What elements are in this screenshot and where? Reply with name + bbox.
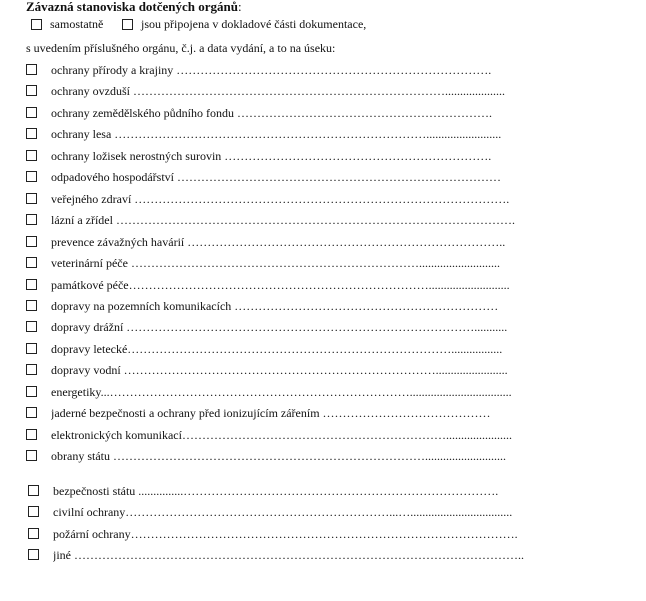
list-item <box>26 256 588 270</box>
item-label: veterinární péče ………………………………………………………………........................... <box>51 256 500 271</box>
item-label: bezpečnosti státu ...............……………………………………………………………………. <box>53 484 499 498</box>
item-checkbox[interactable] <box>26 85 37 96</box>
item-checkbox[interactable] <box>26 214 37 225</box>
page-title <box>26 0 242 14</box>
item-label: ochrany zemědělského půdního fondu ………………………………………………………. <box>51 105 492 120</box>
list-item <box>28 505 588 519</box>
item-checkbox[interactable] <box>26 193 37 204</box>
item-checkbox[interactable] <box>26 64 37 75</box>
list-item <box>26 363 588 377</box>
checkbox-samostatne[interactable] <box>31 19 42 30</box>
list-item <box>26 428 588 442</box>
item-checkbox[interactable] <box>26 257 37 268</box>
item-label: požární ochrany……………………………………………………………………………………. <box>53 526 518 541</box>
list-item <box>26 63 588 77</box>
item-checkbox[interactable] <box>26 107 37 118</box>
title-text: Závazná stanoviska dotčených orgánů <box>26 0 238 14</box>
item-label: prevence závažných havárií …………………………………………………………………….. <box>51 234 506 249</box>
checkbox-pripojena[interactable] <box>122 19 133 30</box>
item-checkbox[interactable] <box>26 279 37 290</box>
list-item <box>26 235 588 249</box>
item-label: ochrany ložisek nerostných surovin …………………………………………………………. <box>51 148 492 163</box>
item-checkbox[interactable] <box>26 236 37 247</box>
item-label: elektronických komunikací…………………………………………………………...................... <box>51 427 512 442</box>
list-item <box>26 106 588 120</box>
item-checkbox[interactable] <box>28 485 39 496</box>
item-label: jaderné bezpečnosti a ochrany před ionizujícím zářením …………………………………… <box>51 406 491 421</box>
item-label: obrany státu ……………………………………………………………………........................... <box>51 449 506 464</box>
list-item <box>26 127 588 141</box>
label-pripojena: jsou připojena v dokladové části dokumentace, <box>141 17 367 31</box>
item-checkbox[interactable] <box>28 528 39 539</box>
intro-text: s uvedením příslušného orgánu, č.j. a data vydání, a to na úseku: <box>26 41 336 55</box>
item-label: dopravy vodní ……………………………………………………………………........................ <box>51 363 508 378</box>
item-label: památkové péče…………………………………………………………………........................... <box>51 277 510 292</box>
item-label: dopravy na pozemních komunikacích ………………………………………………………… <box>51 298 499 313</box>
list-item <box>26 192 588 206</box>
item-checkbox[interactable] <box>26 128 37 139</box>
list-item <box>26 320 588 334</box>
list-item <box>28 484 588 498</box>
item-label: dopravy drážní ……………………………………………………………………………........... <box>51 320 508 335</box>
item-label: jiné ………………………………………………………………………………………………….. <box>53 547 524 562</box>
item-label: civilní ochrany…………………………………………………………...….................................. <box>53 505 513 520</box>
item-checkbox[interactable] <box>26 321 37 332</box>
item-checkbox[interactable] <box>26 343 37 354</box>
item-checkbox[interactable] <box>28 506 39 517</box>
list-item <box>26 213 588 227</box>
item-checkbox[interactable] <box>26 429 37 440</box>
list-item <box>26 406 588 420</box>
label-samostatne: samostatně <box>50 17 104 31</box>
item-checkbox[interactable] <box>26 450 37 461</box>
list-item <box>28 527 588 541</box>
item-label: odpadového hospodářství ……………………………………………………………………… <box>51 170 501 185</box>
item-label: veřejného zdraví …………………………………………………………………………………. <box>51 191 510 206</box>
list-item <box>26 84 588 98</box>
list-item <box>26 170 588 184</box>
item-checkbox[interactable] <box>28 549 39 560</box>
item-checkbox[interactable] <box>26 150 37 161</box>
item-checkbox[interactable] <box>26 407 37 418</box>
item-checkbox[interactable] <box>26 386 37 397</box>
item-checkbox[interactable] <box>26 300 37 311</box>
item-checkbox[interactable] <box>26 364 37 375</box>
list-item <box>26 149 588 163</box>
title-colon: : <box>238 0 242 14</box>
item-label: ochrany přírody a krajiny ……………………………………………………………………. <box>51 63 492 77</box>
item-label: ochrany lesa ……………………………………………………………………......................... <box>51 127 502 142</box>
item-label: ochrany ovzduší …………………………………………………………………….................... <box>51 84 505 99</box>
list-item <box>28 548 588 562</box>
item-label: dopravy letecké………………………………………………………………………................. <box>51 341 503 356</box>
list-item <box>26 278 588 292</box>
list-item <box>26 385 588 399</box>
list-item <box>26 449 588 463</box>
item-checkbox[interactable] <box>26 171 37 182</box>
item-label: energetiky...………………………………………………………………….................................. <box>51 384 512 399</box>
list-item <box>26 342 588 356</box>
item-label: lázní a zřídel ………………………………………………………………………………………. <box>51 213 515 228</box>
list-item <box>26 299 588 313</box>
